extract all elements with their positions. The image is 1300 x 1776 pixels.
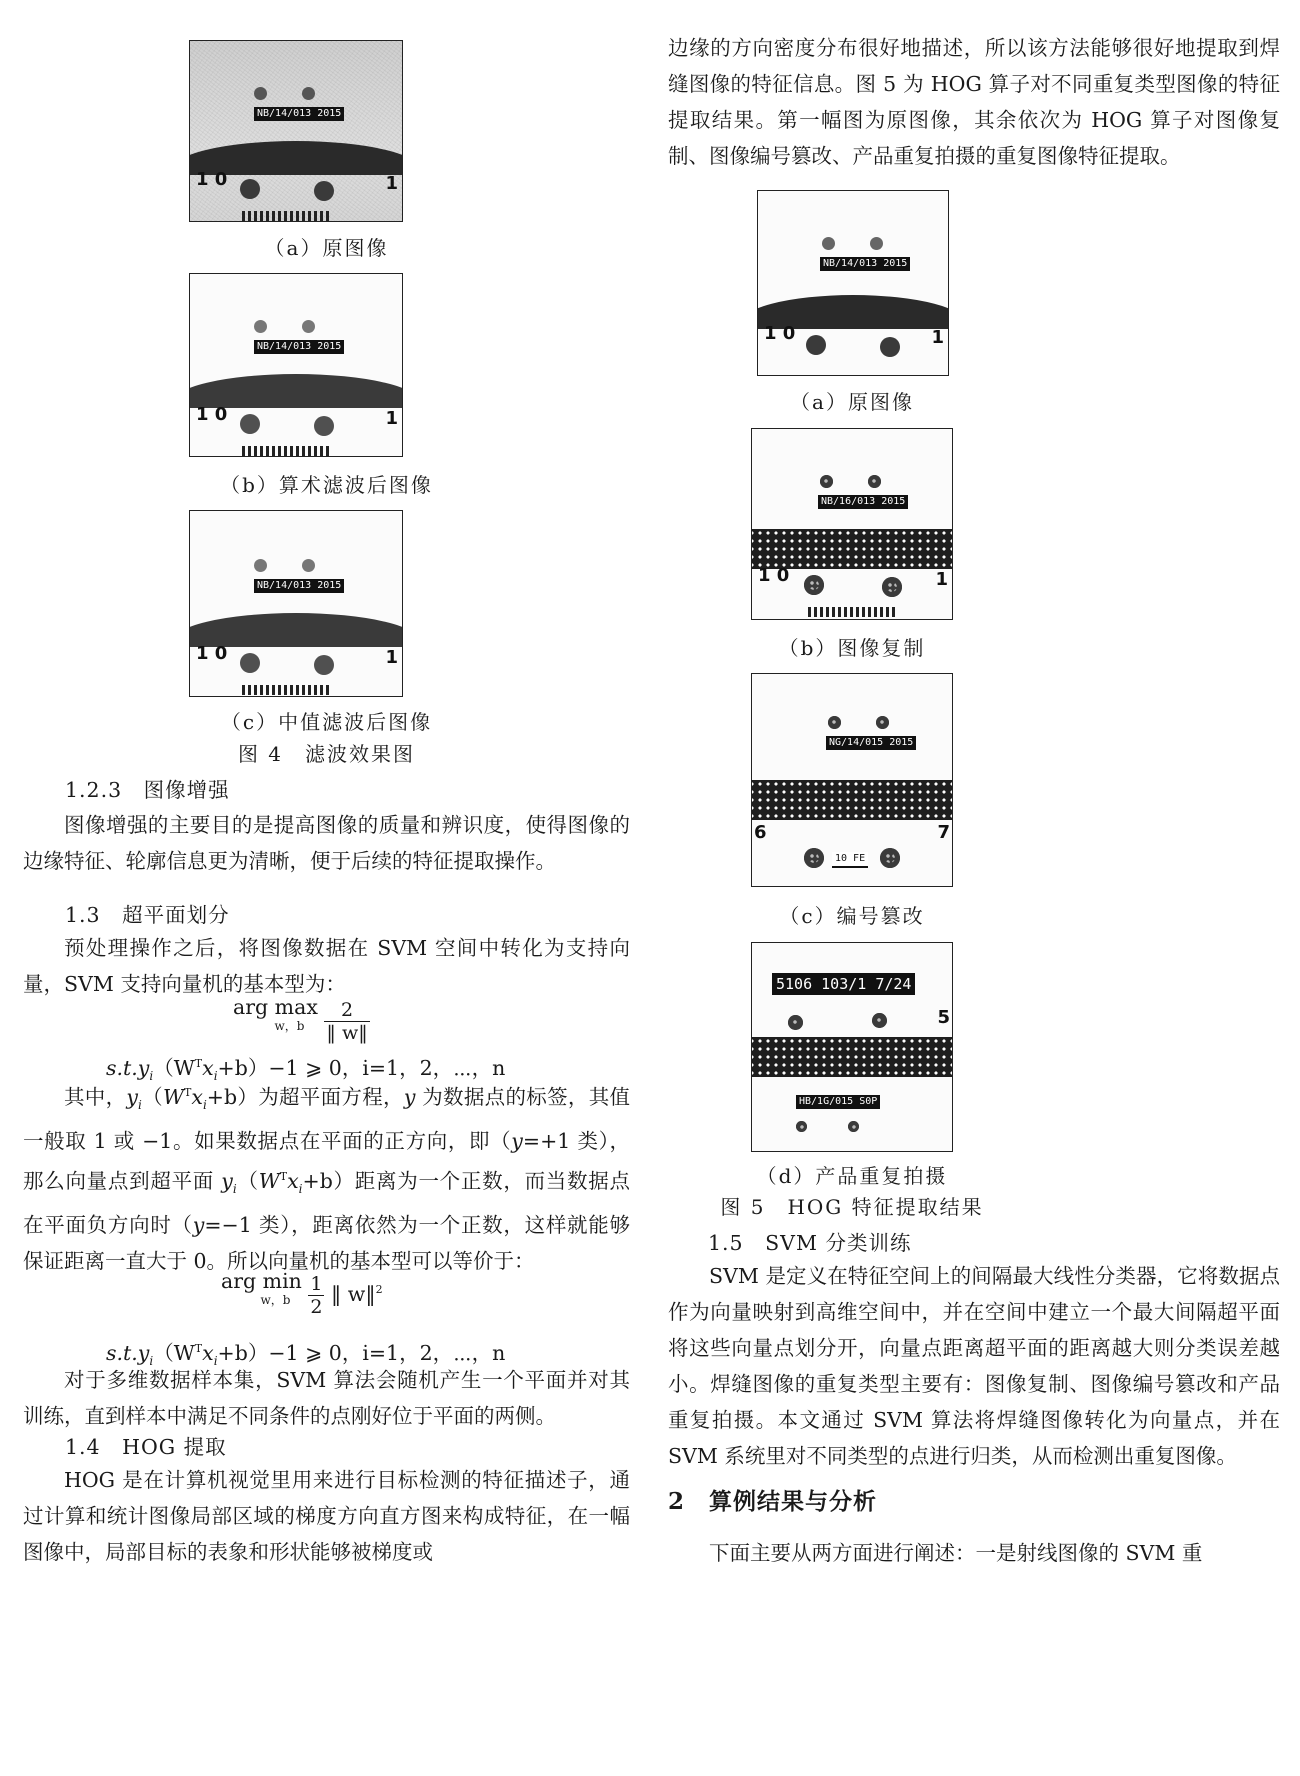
hog-marker-dot [804,575,824,595]
plate-label: NB/14/013 2015 [254,340,344,354]
section-2-paragraph: 下面主要从两方面进行阐述：一是射线图像的 SVM 重 [709,1541,1203,1565]
hog-marker-dot [848,1121,859,1132]
weld-band [189,374,403,408]
marker-dot [240,179,260,199]
figure-4b-caption: （b）算术滤波后图像 [220,473,433,497]
plate-number-left: 6 [754,822,767,843]
hog-marker-dot [872,1013,887,1028]
figure-5d-image [751,942,953,1152]
marker-dot [254,320,267,333]
hog-marker-dot [876,716,889,729]
figure-5-title: 图 5 HOG 特征提取结果 [720,1195,984,1219]
figure-4c-caption: （c）中值滤波后图像 [220,710,433,734]
section-1-3-paragraph: 预处理操作之后，将图像数据在 SVM 空间中转化为支持向量，SVM 支持向量机的基本型为： [23,936,630,996]
figure-4a-caption: （a）原图像 [264,236,389,260]
marker-dot [880,337,900,357]
plate-label: NB/14/013 2015 [254,107,344,121]
hog-continuation-paragraph: 边缘的方向密度分布很好地描述，所以该方法能够很好地提取到焊缝图像的特征信息。图 5 为 HOG 算子对不同重复类型图像的特征提取结果。第一幅图为原图像，其余依次为 HOG 算子对图像复制、图像编号篡改、产品重复拍摄的重复图像特征提取。 [668,36,1280,168]
figure-5a-caption: （a）原图像 [790,390,914,414]
plate-label: NG/14/015 2015 [826,736,916,750]
figure-5d-caption: （d）产品重复拍摄 [756,1164,948,1188]
marker-dot [806,335,826,355]
plate-label-bottom: 10 FE [832,852,868,868]
marker-dot [314,655,334,675]
section-1-3-heading: 1.3 超平面划分 [65,903,230,927]
code-strip [242,446,332,456]
marker-dot [254,559,267,572]
hog-weld-band [751,529,953,569]
plate-number-left: 1 0 [758,565,790,586]
plate-number-right: 7 [937,822,950,843]
section-1-4-heading: 1.4 HOG 提取 [65,1435,227,1459]
plate-number-right: 1 [931,327,944,348]
code-strip [242,685,332,695]
plate-number-left: 1 0 [196,404,228,425]
figure-4c-image [189,510,403,697]
figure-4-title: 图 4 滤波效果图 [237,742,416,766]
hog-marker-dot [820,475,833,488]
hog-marker-dot [868,475,881,488]
marker-dot [302,320,315,333]
figure-5c-caption: （c）编号篡改 [779,904,925,928]
section-1-2-3-paragraph: 图像增强的主要目的是提高图像的质量和辨识度，使得图像的边缘特征、轮廓信息更为清晰，便于后续的特征提取操作。 [23,813,630,873]
figure-4b-image [189,273,403,457]
figure-4a-image [189,40,403,222]
hog-marker-dot [804,848,824,868]
figure-5b-caption: （b）图像复制 [778,636,926,660]
equation-2-constraint: $s.t.y_i(W^Tx_i+b)-1$ ⩾ 0，i=1，2，⋯，n [106,1340,506,1368]
section-2-heading: 2 算例结果与分析 [668,1488,878,1515]
hog-marker-dot [880,848,900,868]
plate-number-right: 1 [385,647,398,668]
plate-label: NB/14/013 2015 [820,257,910,271]
hog-marker-dot [796,1121,807,1132]
marker-dot [870,237,883,250]
marker-dot [302,559,315,572]
plate-number-left: 1 0 [196,169,228,190]
equation-1: arg max $^{w,b}$ $\frac{2}{‖ w‖}$ [233,995,368,1044]
hog-marker-dot [882,577,902,597]
section-1-5-paragraph: SVM 是定义在特征空间上的间隔最大线性分类器，它将数据点作为向量映射到高维空间中，并在空间中建立一个最大间隔超平面将这些向量点划分开，向量点距离超平面的距离越大则分类误差越小。焊缝图像的重复类型主要有：图像复制、图像编号篡改和产品重复拍摄。本文通过 SVM 算法将焊缝图像转化为向量点，并在 SVM 系统里对不同类型的点进行归类，从而检测出重复图像。 [668,1264,1280,1468]
plate-label: NB/14/013 2015 [254,579,344,593]
marker-dot [240,414,260,434]
equation-2: arg min $^{w,b}$ $\frac{1}{2}$ ‖ w‖$^2$ [221,1269,383,1318]
marker-dot [240,653,260,673]
hog-weld-band [751,780,953,820]
section-1-3-paragraph-2: 其中，$y_i(W^Tx_i+b)$为超平面方程，y 为数据点的标签，其值一般取 1 或 −1。如果数据点在平面的正方向，即（y=+1 类），那么向量点到超平面 $y_i(W^Tx_i+b)$距离为一个正数，而当数据点在平面负方向时（y=−1 类），距离依然为一个正数，这样就能够保证距离一直大于 0。所以向量机的基本型可以等价于： [23,1084,630,1273]
code-strip [808,607,898,617]
marker-dot [314,416,334,436]
section-1-5-heading: 1.5 SVM 分类训练 [708,1231,912,1255]
marker-dot [822,237,835,250]
plate-number-right: 1 [385,173,398,194]
hog-marker-dot [788,1015,803,1030]
hog-weld-band [751,1037,953,1077]
plate-number-right: 1 [385,408,398,429]
section-1-3-paragraph-3: 对于多维数据样本集，SVM 算法会随机产生一个平面并对其训练，直到样本中满足不同条件的点刚好位于平面的两侧。 [23,1368,630,1428]
plate-label: NB/16/013 2015 [818,495,908,509]
hog-marker-dot [828,716,841,729]
figure-5a-image [757,190,949,376]
plate-label-bottom: HB/1G/015 S0P [796,1095,880,1109]
marker-dot [254,87,267,100]
section-1-4-paragraph: HOG 是在计算机视觉里用来进行目标检测的特征描述子，通过计算和统计图像局部区域的梯度方向直方图来构成特征，在一幅图像中，局部目标的表象和形状能够被梯度或 [23,1468,630,1564]
code-strip [242,211,332,221]
section-1-2-3-heading: 1.2.3 图像增强 [65,778,230,802]
weld-band [189,613,403,647]
plate-number-right: 1 [935,569,948,590]
marker-dot [302,87,315,100]
plate-number-right: 5 [937,1007,950,1028]
marker-dot [314,181,334,201]
figure-5b-image [751,428,953,620]
plate-label-top: 5106 103/1 7/24 [772,973,915,995]
plate-number-left: 1 0 [764,323,796,344]
figure-5c-image [751,673,953,887]
plate-number-left: 1 0 [196,643,228,664]
equation-1-constraint: $s.t.y_i(W^Tx_i+b)-1$ ⩾ 0，i=1，2，⋯，n [106,1055,506,1083]
